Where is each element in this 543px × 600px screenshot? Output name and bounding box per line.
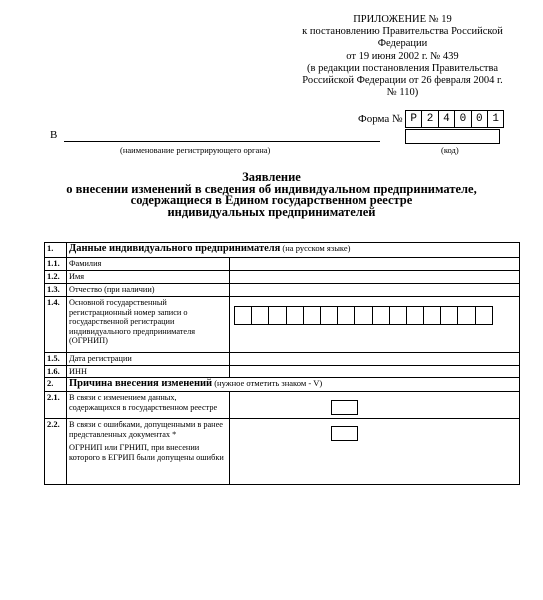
reason-errors-text: В связи с ошибками, допущенными в ранее представленных документах * bbox=[69, 420, 223, 439]
appendix-line: к постановлению Правительства Российской bbox=[302, 26, 503, 38]
form-code-char: 1 bbox=[492, 113, 499, 125]
digit-cell[interactable] bbox=[337, 306, 354, 325]
field-label-ogrnip: Основной государственный регистрационный номер записи о государственной регистрации индивидуального предпринимателя (ОГРНИП) bbox=[67, 297, 230, 353]
form-number-label: Форма № bbox=[358, 113, 403, 125]
section-header bbox=[67, 243, 520, 258]
row-number: 2.2. bbox=[45, 419, 67, 485]
field-label-reg-date: Дата регистрации bbox=[67, 353, 230, 366]
digit-cell[interactable] bbox=[234, 306, 251, 325]
digit-cell[interactable] bbox=[406, 306, 423, 325]
digit-cell[interactable] bbox=[303, 306, 320, 325]
title-line: Заявление bbox=[242, 170, 301, 184]
form-code-char: 4 bbox=[439, 111, 455, 127]
reason-cell bbox=[230, 419, 520, 485]
reason-errors-checkbox[interactable] bbox=[331, 426, 358, 441]
reason-label-errors bbox=[67, 419, 230, 485]
appendix-header bbox=[280, 14, 525, 99]
patronymic-field[interactable] bbox=[230, 284, 520, 297]
form-code-char: Р bbox=[406, 111, 422, 127]
appendix-line: от 19 июня 2002 г. № 439 bbox=[346, 50, 459, 62]
section-number: 2. bbox=[45, 378, 67, 392]
appendix-line: (в редакции постановления Правительства bbox=[307, 62, 498, 74]
v-label: В bbox=[50, 129, 58, 141]
application-form-table bbox=[44, 242, 520, 485]
form-code-char: 0 bbox=[472, 111, 488, 127]
reg-date-field[interactable] bbox=[230, 353, 520, 366]
section-number: 1. bbox=[45, 243, 67, 258]
section-title: Причина внесения изменений bbox=[69, 378, 213, 390]
ogrnip-field[interactable] bbox=[230, 297, 520, 353]
title-line: содержащиеся в Едином государственном реестре bbox=[130, 193, 413, 207]
field-label-surname: Фамилия bbox=[67, 258, 230, 271]
section-title: Данные индивидуального предпринимателя bbox=[69, 243, 281, 254]
row-number: 1.1. bbox=[45, 258, 67, 271]
appendix-line: № 110) bbox=[386, 87, 419, 99]
digit-cell[interactable] bbox=[251, 306, 268, 325]
row-number: 1.2. bbox=[45, 271, 67, 284]
row-number: 1.3. bbox=[45, 284, 67, 297]
row-number: 1.5. bbox=[45, 353, 67, 366]
document-title bbox=[30, 172, 513, 218]
section-note: (на русском языке) bbox=[282, 243, 351, 253]
organ-code-caption: (код) bbox=[441, 145, 459, 155]
digit-cell[interactable] bbox=[440, 306, 457, 325]
digit-cell[interactable] bbox=[320, 306, 337, 325]
digit-cell[interactable] bbox=[286, 306, 303, 325]
row-number: 2.1. bbox=[45, 392, 67, 419]
name-field[interactable] bbox=[230, 271, 520, 284]
field-label-name: Имя bbox=[67, 271, 230, 284]
title-line: о внесении изменений в сведения об индивидуальном предпринимателе, bbox=[66, 181, 477, 196]
form-code-char: 0 bbox=[455, 111, 471, 127]
inn-field[interactable] bbox=[230, 365, 520, 378]
section-note: (нужное отметить знаком - V) bbox=[214, 378, 323, 389]
registering-organ-caption: (наименование регистрирующего органа) bbox=[120, 145, 271, 155]
surname-field[interactable] bbox=[230, 258, 520, 271]
digit-cell[interactable] bbox=[389, 306, 406, 325]
digit-cell[interactable] bbox=[457, 306, 474, 325]
row-number: 1.6. bbox=[45, 365, 67, 378]
appendix-line: ПРИЛОЖЕНИЕ № 19 bbox=[353, 14, 452, 25]
reason-label-data-change: В связи с изменением данных, содержащихся в государственном реестре bbox=[67, 392, 230, 419]
digit-cell[interactable] bbox=[475, 306, 493, 325]
form-code-char: 2 bbox=[422, 111, 438, 127]
appendix-line: Федерации bbox=[377, 38, 428, 50]
ogrnip-cells bbox=[234, 306, 517, 325]
digit-cell[interactable] bbox=[423, 306, 440, 325]
reason-cell bbox=[230, 392, 520, 419]
form-number-box bbox=[405, 110, 504, 128]
reason-data-change-checkbox[interactable] bbox=[331, 400, 358, 415]
row-number: 1.4. bbox=[45, 297, 67, 353]
organ-code-field[interactable] bbox=[405, 129, 500, 144]
field-label-inn: ИНН bbox=[67, 365, 230, 378]
title-line: индивидуальных предпринимателей bbox=[167, 204, 376, 219]
section-header bbox=[67, 378, 520, 392]
field-label-patronymic: Отчество (при наличии) bbox=[67, 284, 230, 297]
digit-cell[interactable] bbox=[354, 306, 371, 325]
registering-organ-field[interactable] bbox=[64, 141, 380, 142]
digit-cell[interactable] bbox=[268, 306, 285, 325]
digit-cell[interactable] bbox=[372, 306, 389, 325]
appendix-line: Российской Федерации от 26 февраля 2004 г. bbox=[302, 75, 503, 87]
ogrnip-errors-text: ОГРНИП или ГРНИП, при внесении которого в ЕГРИП были допущены ошибки bbox=[69, 443, 224, 462]
